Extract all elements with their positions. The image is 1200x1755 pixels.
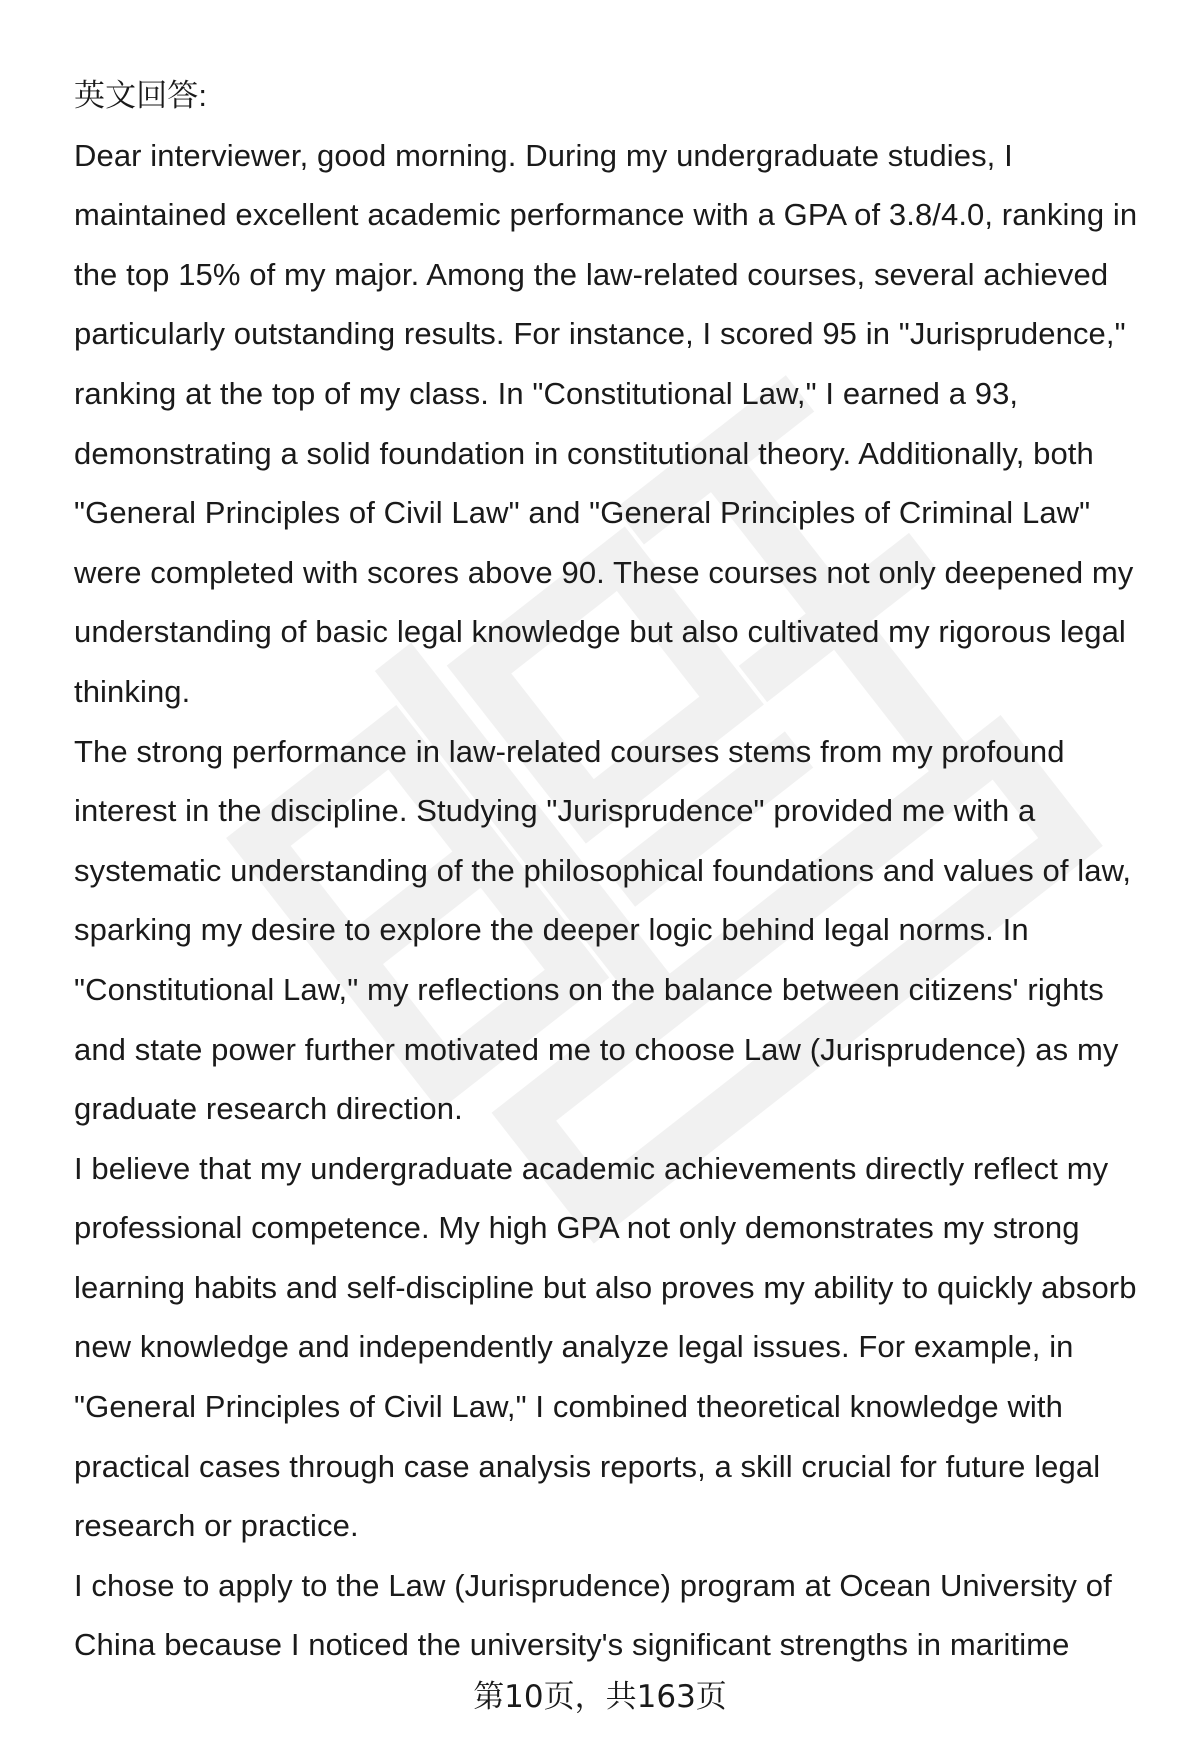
section-heading: 英文回答:: [74, 78, 208, 113]
page-number-footer: 第10页，共163页: [473, 1679, 727, 1715]
paragraph-university-choice: I chose to apply to the Law (Jurisprudence) program at Ocean University of China because I noticed the university's significant strengths in maritime: [74, 1567, 1112, 1663]
paragraph-academic-performance: Dear interviewer, good morning. During my undergraduate studies, I maintained excellent academic performance with a GPA of 3.8/4.0, ranking in the top 15% of my major. Among the law-related courses, several achieved particularly outstanding results. For instance, I scored 95 in "Jurisprudence," ranking at the top of my class. In "Constitutional Law," I earned a 93, demonstrating a solid foundation in constitutional theory. Additionally, both "General Principles of Civil Law" and "General Principles of Criminal Law" were completed with scores above 90. These courses not only deepened my understanding of basic legal knowledge but also cultivated my rigorous legal thinking.: [74, 137, 1138, 709]
answer-body: [74, 66, 1154, 1675]
paragraph-professional-competence: I believe that my undergraduate academic achievements directly reflect my professional competence. My high GPA not only demonstrates my strong learning habits and self-discipline but also proves my ability to quickly absorb new knowledge and independently analyze legal issues. For example, in "General Principles of Civil Law," I combined theoretical knowledge with practical cases through case analysis reports, a skill crucial for future legal research or practice.: [74, 1150, 1137, 1544]
paragraph-interest-in-law: The strong performance in law-related courses stems from my profound interest in the discipline. Studying "Jurisprudence" provided me with a systematic understanding of the philosophical foundations and values of law, sparking my desire to explore the deeper logic behind legal norms. In "Constitutional Law," my reflections on the balance between citizens' rights and state power further motivated me to choose Law (Jurisprudence) as my graduate research direction.: [74, 733, 1132, 1127]
